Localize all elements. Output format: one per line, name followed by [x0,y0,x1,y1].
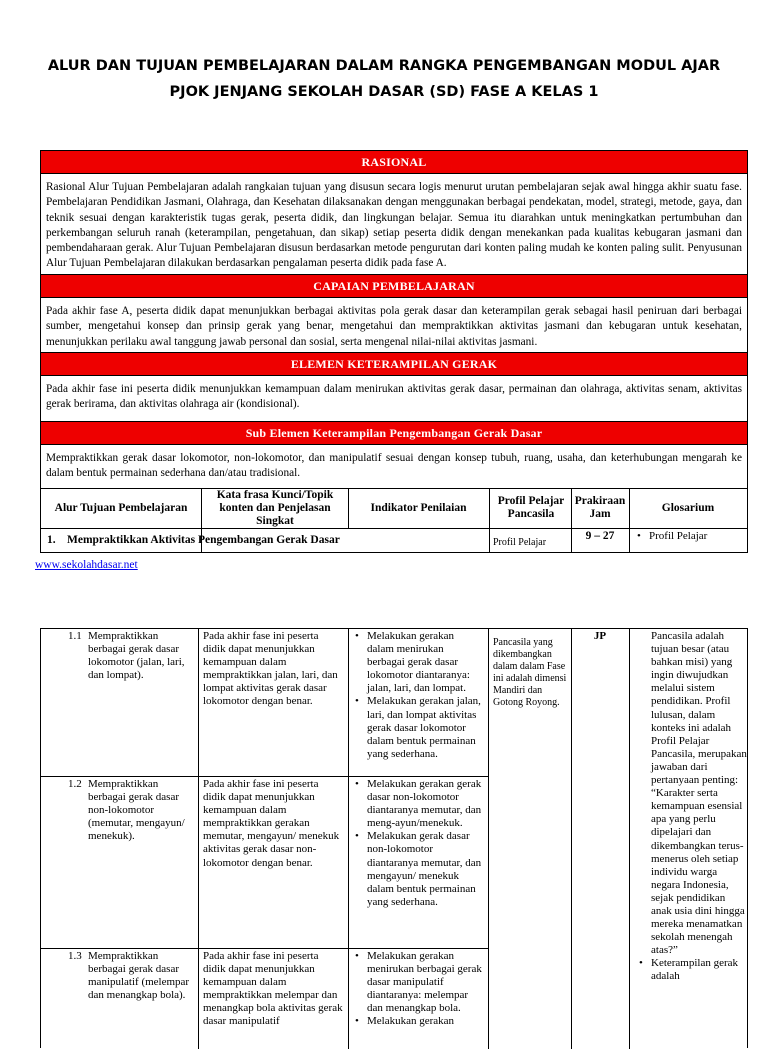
sub-elemen-text: Mempraktikkan gerak dasar lokomotor, non-lokomotor, dan manipulatif sesuai dengan konsep tubuh, ruang, usaha, dan keterhubungan mengarah ke dalam bentuk permainan sederhana dan/atau tradisional. [46,452,742,480]
indikator-item: • Melakukan gerakan [367,1015,483,1028]
glosarium-bullet: • Keterampilan gerak adalah [651,957,747,983]
document-title-line1: ALUR DAN TUJUAN PEMBELAJARAN DALAM RANGKA PENGEMBANGAN MODUL AJAR [47,58,721,74]
document-title-line2: PJOK JENJANG SEKOLAH DASAR (SD) FASE A KELAS 1 [169,84,599,100]
header-indikator: Indikator Penilaian [370,502,467,514]
row-1-2-kata: Pada akhir fase ini peserta didik dapat menunjukkan kemampuan dalam mempraktikkan gerakan memutar, mengayun/ menekuk aktivitas gerak dasar non-lokomotor dengan benar. [203,778,340,869]
indikator-item: • Melakukan gerakan gerak dasar non-lokomotor diantaranya memutar, dan meng-ayun/menekuk. [367,778,483,830]
col-divider [198,629,199,1049]
row1-profil: Profil Pelajar [493,537,547,548]
row-1-1-kata: Pada akhir fase ini peserta didik dapat menunjukkan kemampuan dalam mempraktikkan jalan, lari, dan lompat aktivitas gerak dasar lokomotor dengan benar. [203,630,338,708]
row1-glosarium [635,530,747,543]
row-1-1-indikator [353,630,483,761]
header-profil: Profil Pelajar Pancasila [497,495,565,520]
glosarium-text [635,630,747,984]
row-divider [41,948,488,949]
indikator-item: • Melakukan gerak dasar non-lokomotor diantaranya memutar, dan mengayun/ menekuk dalam bentuk permainan yang sederhana. [367,830,483,909]
row-1-2-number: 1.2 [68,778,82,790]
header-bottom-line [41,528,747,529]
sekolahdasar-link[interactable]: www.sekolahdasar.net [35,559,138,571]
glosarium-bullet: • Profil Pelajar [649,530,747,543]
header-top-line [41,488,747,489]
atp-table-page1 [40,150,748,553]
capaian-text: Pada akhir fase A, peserta didik dapat menunjukkan berbagai aktivitas pola gerak dasar dan keterampilan gerak sebagai hasil peniruan dari berbagai sumber, mengetahui konsep dan prinsip gerak yang benar, mengetahui dan mempraktikkan aktivitas jasmani dan kebugaran untuk kesehatan, menunjukkan perilaku awal tanggung jawab personal dan sosial, serta mengenal nilai-nilai aktivitas jasmani. [46,305,742,348]
header-glosarium: Glosarium [661,502,715,514]
row-1-2-indikator [353,778,483,909]
indikator-item: • Melakukan gerakan menirukan berbagai gerak dasar manipulatif diantaranya: melempar dan menangkap bola. [367,950,483,1015]
sub-elemen-heading: Sub Elemen Keterampilan Pengembangan Gerak Dasar [41,421,747,445]
atp-table-page2 [40,628,748,1048]
row-1-3-number: 1.3 [68,950,82,962]
row-divider [41,776,488,777]
indikator-item: • Melakukan gerakan dalam menirukan berbagai gerak dasar lokomotor diantaranya: jalan, lari, dan lompat. [367,630,483,695]
col-divider [629,629,630,1049]
row1-title: Mempraktikkan Aktivitas Pengembangan Gerak Dasar [67,534,340,546]
header-kata-frasa: Kata frasa Kunci/Topik konten dan Penjelasan Singkat [216,489,334,527]
rasional-heading: RASIONAL [41,150,747,174]
row-1-1-number: 1.1 [68,630,82,642]
header-alur: Alur Tujuan Pembelajaran [54,502,188,514]
col-divider [348,629,349,1049]
col-divider [571,629,572,1049]
row-1-3-kata: Pada akhir fase ini peserta didik dapat menunjukkan kemampuan dalam mempraktikkan melempar dan menangkap bola aktivitas gerak dasar manipulatif [203,950,343,1028]
col-divider [629,488,630,553]
row-1-1-alur: Mempraktikkan berbagai gerak dasar lokomotor (jalan, lari, dan lompat). [88,630,185,682]
row-1-2-alur: Mempraktikkan berbagai gerak dasar non-lokomotor (memutar, mengayun/ menekuk). [88,778,185,843]
jam-unit: JP [593,630,607,642]
rasional-text: Rasional Alur Tujuan Pembelajaran adalah rangkaian tujuan yang disusun secara logis menurut urutan pembelajaran sejak awal hingga akhir suatu fase. Pembelajaran Pendidikan Jasmani, Olahraga, dan Kesehatan dilaksanakan dengan menggunakan berbagai pendekatan, model, strategi, metode, gaya, dan teknik sesuai dengan karakteristik tugas gerak, peserta didik, dan lingkungan belajar. Semua itu diarahkan untuk meningkatkan pertumbuhan dan perkembangan seluruh ranah (keterampilan, pengetahuan, dan sikap) setiap peserta didik dengan menekankan pada kualitas kebugaran jasmani dan pembendaharaan gerak. Alur Tujuan Pembelajaran disusun berdasarkan metode pengurutan dari konten paling mudah ke konten paling sulit. Penyusunan Alur Tujuan Pembelajaran dilakukan berdasarkan pengalaman peserta didik pada fase A. [46,181,742,270]
profil-pancasila-text: Pancasila yang dikembangkan dalam dalam Fase ini adalah dimensi Mandiri dan Gotong Royong. [493,637,567,708]
row-1-3-alur: Mempraktikkan berbagai gerak dasar manipulatif (melempar dan menangkap bola). [88,950,190,1002]
elemen-text: Pada akhir fase ini peserta didik menunjukkan kemampuan dalam menirukan aktivitas gerak dasar, permainan dan olahraga, aktivitas senam, aktivitas gerak berirama, dan aktivitas olahraga air (kondisional). [46,383,742,411]
row1-number: 1. [47,534,56,546]
header-prakiraan: Prakiraan Jam [574,495,626,520]
indikator-item: • Melakukan gerakan jalan, lari, dan lompat aktivitas gerak dasar lokomotor dalam bentuk permainan yang sederhana. [367,695,483,760]
col-divider [489,488,490,553]
row-1-3-indikator [353,950,483,1029]
capaian-heading: CAPAIAN PEMBELAJARAN [41,274,747,298]
glosarium-paragraph: Pancasila adalah tujuan besar (atau bahkan misi) yang ingin diwujudkan melalui sistem pendidikan. Profil lulusan, dalam konteks ini adalah Profil Pelajar Pancasila, merupakan jawaban dari pertanyaan penting: “Karakter serta kemampuan esensial apa yang perlu dipelajari dan dikembangkan terus-menerus oleh setiap individu warga negara Indonesia, sejak pendidikan anak usia dini hingga mereka menamatkan sekolah menengah atas?” [651,630,747,957]
col-divider [488,629,489,1049]
elemen-heading: ELEMEN KETERAMPILAN GERAK [41,352,747,376]
row1-jam: 9 – 27 [585,530,615,542]
